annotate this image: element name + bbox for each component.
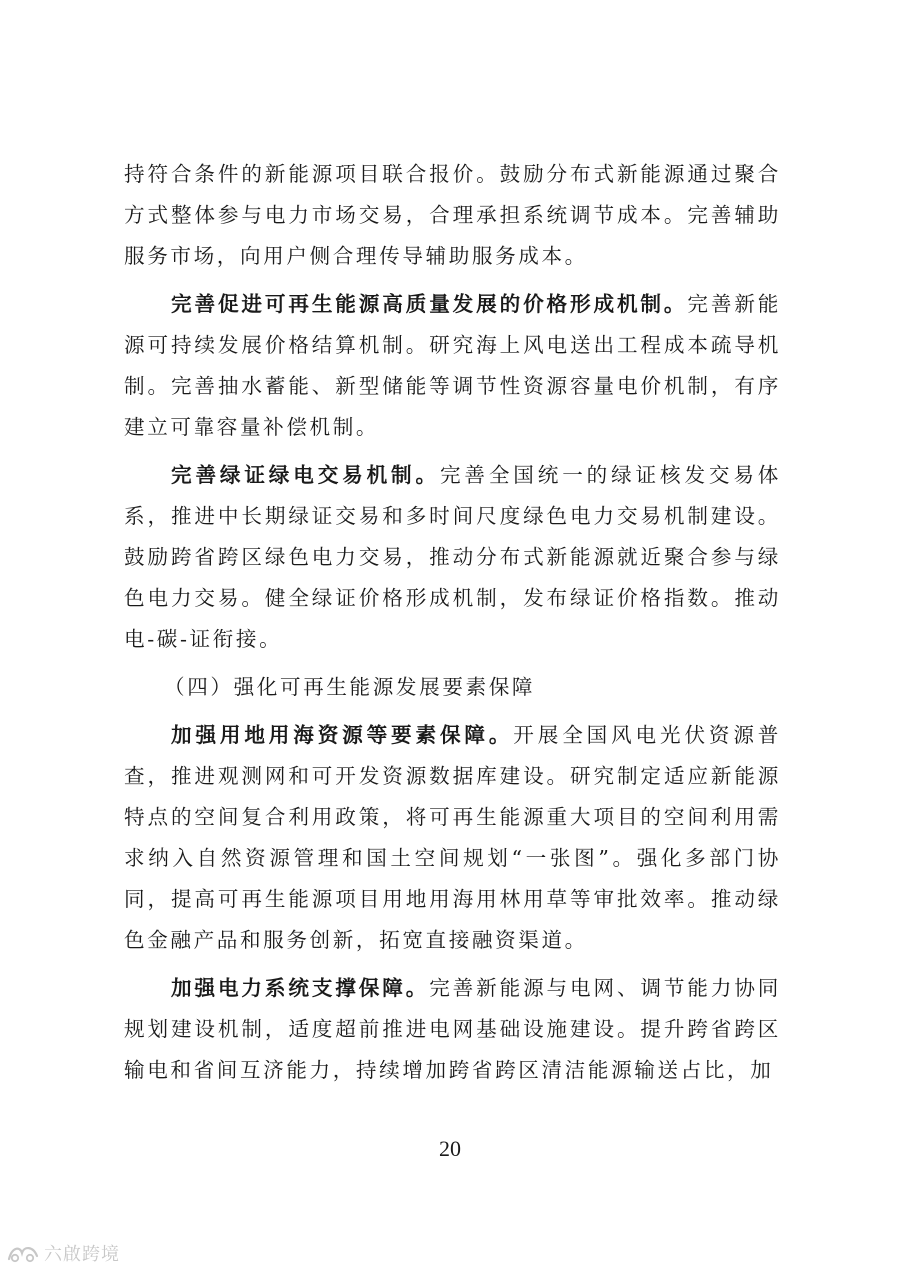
paragraph-lead: 加强用地用海资源等要素保障。 <box>171 723 514 747</box>
watermark-logo-icon <box>6 1242 40 1264</box>
paragraph-power-system-support <box>124 968 781 1091</box>
document-body <box>124 154 781 1098</box>
paragraph-price-mechanism <box>124 284 781 448</box>
paragraph-lead: 完善促进可再生能源高质量发展的价格形成机制。 <box>171 292 688 316</box>
paragraph-text: 持符合条件的新能源项目联合报价。鼓励分布式新能源通过聚合方式整体参与电力市场交易，合理承担系统调节成本。完善辅助服务市场，向用户侧合理传导辅助服务成本。 <box>124 162 781 268</box>
paragraph-green-certificate <box>124 455 781 660</box>
page-number: 20 <box>439 1136 461 1161</box>
paragraph-text: 完善新能源可持续发展价格结算机制。研究海上风电送出工程成本疏导机制。完善抽水蓄能、新型储能等调节性资源容量电价机制，有序建立可靠容量补偿机制。 <box>124 292 781 439</box>
watermark-text: 六啟跨境 <box>44 1244 120 1265</box>
paragraph-text: 开展全国风电光伏资源普查，推进观测网和可开发资源数据库建设。研究制定适应新能源特点的空间复合利用政策，将可再生能源重大项目的空间利用需求纳入自然资源管理和国土空间规划“一张图”。强化多部门协同，提高可再生能源项目用地用海用林用草等审批效率。推动绿色金融产品和服务创新，拓宽直接融资渠道。 <box>124 723 781 952</box>
paragraph-text: 完善全国统一的绿证核发交易体系，推进中长期绿证交易和多时间尺度绿色电力交易机制建设。鼓励跨省跨区绿色电力交易，推动分布式新能源就近聚合参与绿色电力交易。健全绿证价格形成机制，发布绿证价格指数。推动电-碳-证衔接。 <box>124 463 781 651</box>
section-heading: （四）强化可再生能源发展要素保障 <box>164 675 536 699</box>
paragraph-lead: 完善绿证绿电交易机制。 <box>171 463 440 487</box>
watermark <box>6 1240 120 1266</box>
paragraph-text: 完善新能源与电网、调节能力协同规划建设机制，适度超前推进电网基础设施建设。提升跨省跨区输电和省间互济能力，持续增加跨省跨区清洁能源输送占比，加 <box>124 976 782 1082</box>
paragraph-lead: 加强电力系统支撑保障。 <box>171 976 430 1000</box>
paragraph-land-sea-resources <box>124 715 781 961</box>
paragraph-continuation <box>124 154 781 277</box>
